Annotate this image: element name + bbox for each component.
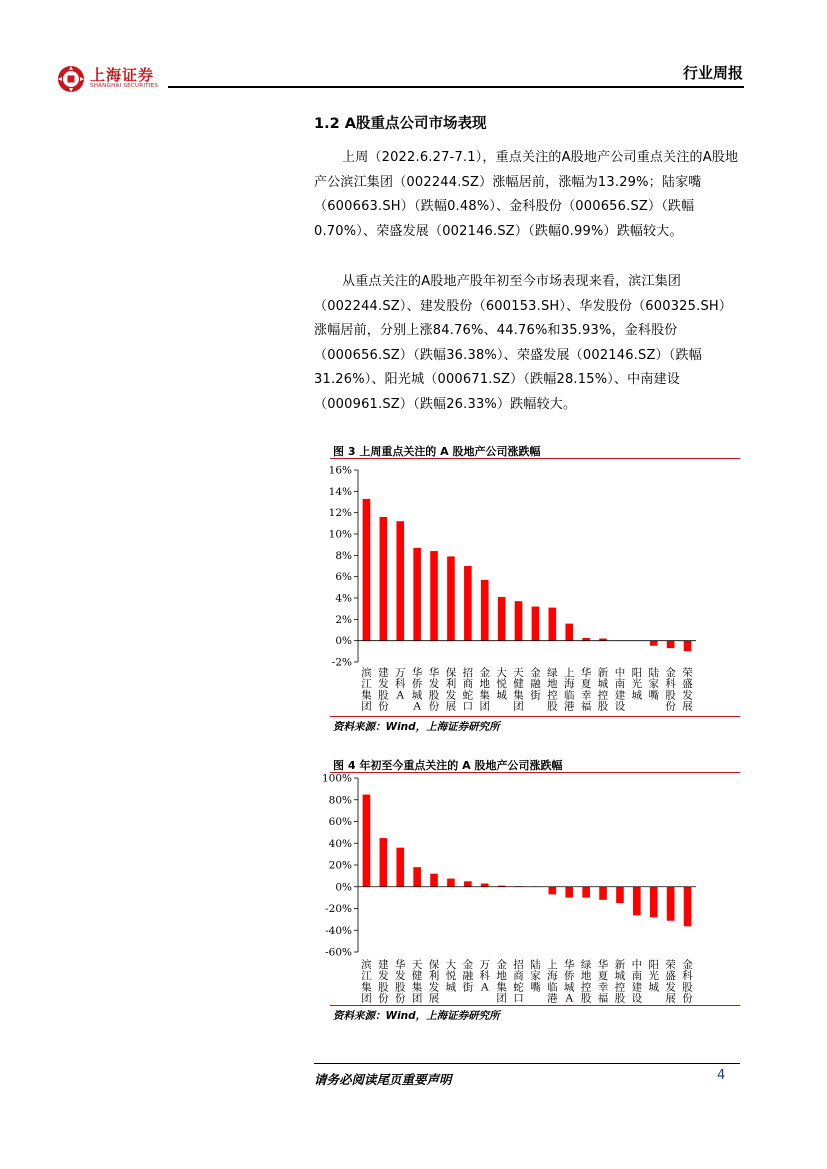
bar-华侨城A [565, 887, 573, 898]
category-label: 荣盛发展 [665, 959, 676, 1005]
category-label: 新城控股 [597, 667, 609, 713]
y-tick-label: 8% [335, 549, 352, 562]
category-label: 金地集团 [496, 959, 507, 1005]
bar-滨江集团 [363, 499, 371, 641]
category-label: 新城控股 [614, 959, 626, 1005]
category-label: 华夏幸福 [580, 667, 592, 713]
bar-金融街 [464, 881, 472, 886]
y-tick-label: 80% [328, 794, 352, 807]
company-logo [56, 64, 196, 96]
figure-3-title: 图 3 上周重点关注的 A 股地产公司涨跌幅 [333, 445, 541, 458]
category-label: 华夏幸福 [597, 959, 609, 1005]
figure-3-bottom-rule [330, 716, 740, 717]
category-label: 建发股份 [378, 959, 389, 1005]
bar-华侨城A [413, 548, 421, 641]
bar-万科A [396, 521, 404, 640]
category-label: 绿地控股 [580, 959, 592, 1005]
y-tick-label: 60% [328, 816, 352, 828]
category-label: 华发股份 [395, 959, 406, 1005]
y-tick-label: -60% [325, 946, 352, 959]
y-tick-label: 10% [328, 528, 352, 541]
category-label: 金地集团 [479, 667, 490, 713]
bar-华发股份 [396, 848, 404, 887]
figure-4-title: 图 4 年初至今重点关注的 A 股地产公司涨跌幅 [333, 759, 563, 772]
category-label: 上海临港 [547, 959, 558, 1005]
bar-建发股份 [380, 517, 388, 641]
y-tick-label: 14% [328, 485, 352, 498]
category-label: 大悦城 [445, 959, 457, 994]
bar-建发股份 [380, 838, 388, 887]
figure-4-source: 资料来源：Wind，上海证券研究所 [333, 1010, 500, 1022]
category-label: 招商蛇口 [513, 959, 524, 1005]
y-tick-label: -2% [331, 656, 352, 669]
bar-上海临港 [565, 624, 573, 641]
category-label: 荣盛发展 [682, 667, 693, 713]
bar-绿地控股 [582, 887, 590, 898]
category-label: 大悦城 [496, 667, 507, 702]
bar-金地集团 [481, 580, 489, 641]
y-tick-label: 20% [328, 859, 352, 872]
category-label: 万科 A [395, 667, 406, 702]
header-divider [168, 86, 744, 88]
y-tick-label: 0% [335, 635, 352, 648]
category-label: 中南建设 [631, 959, 643, 1005]
bar-上海临港 [549, 887, 557, 895]
category-label: 阳光城 [648, 959, 659, 994]
bar-保利发展 [447, 556, 455, 640]
bar-保利发展 [430, 874, 438, 887]
category-label: 中南建设 [614, 667, 626, 713]
y-tick-label: 40% [328, 837, 352, 850]
figure-3-top-rule [330, 458, 740, 459]
bar-招商蛇口 [464, 566, 472, 641]
bar-荣盛发展 [684, 641, 692, 652]
bar-金科股份 [684, 887, 692, 927]
bar-华夏幸福 [582, 638, 590, 641]
category-label: 金融街 [462, 959, 474, 994]
bar-天健集团 [515, 601, 523, 640]
category-label: 保利发展 [445, 667, 457, 713]
bar-金科股份 [667, 641, 675, 648]
category-label: 建发股份 [378, 667, 389, 713]
logo-chinese-name: 上海证券 [90, 66, 155, 84]
paragraph-ytd: 从重点关注的A股地产股年初至今市场表现来看，滨江集团（002244.SZ）、建发股份（600153.SH）、华发股份（600325.SH）涨幅居前，分别上涨84.76%、44.76%和35.93%，金科股份（000656.SZ）（跌幅36.38%）、荣盛发展（002146.SZ）（跌幅31.26%）、阳光城（000671.SZ）（跌幅28.15%）、中南建设（000961.SZ）（跌幅26.33%）跌幅较大。 [314, 274, 733, 412]
y-tick-label: 12% [328, 507, 352, 520]
bar-华发股份 [430, 551, 438, 641]
y-tick-label: 6% [335, 571, 352, 584]
bar-大悦城 [447, 879, 455, 887]
category-label: 天健集团 [513, 667, 524, 713]
y-tick-label: 0% [335, 881, 352, 894]
category-label: 华侨城 A [564, 959, 575, 1005]
bar-天健集团 [413, 867, 421, 887]
y-tick-label: 100% [321, 772, 352, 785]
bar-荣盛发展 [667, 887, 675, 921]
bar-绿地控股 [549, 608, 557, 641]
category-label: 保利发展 [428, 959, 440, 1005]
bar-金融街 [532, 607, 540, 641]
report-type: 行业周报 [682, 64, 743, 82]
figure-4-chart [321, 772, 740, 1005]
paragraph-weekly: 上周（2022.6.27-7.1），重点关注的A股地产公司重点关注的A股地产公滨江集团（002244.SZ）涨幅居前，涨幅为13.29%；陆家嘴（600663.SH）（跌幅0.48%）、金科股份（000656.SZ）（跌幅0.70%）、荣盛发展（002146.SZ）（跌幅0.99%）跌幅较大。 [314, 150, 739, 239]
bar-滨江集团 [363, 795, 371, 887]
bar-中南建设 [633, 887, 641, 916]
category-label: 天健集团 [411, 959, 423, 1005]
y-tick-label: 16% [328, 464, 352, 477]
bar-阳光城 [650, 887, 658, 918]
page-number: 4 [717, 1068, 726, 1083]
bar-新城控股 [616, 887, 624, 903]
section-title: 1.2 A股重点公司市场表现 [314, 116, 487, 132]
figure-3-source: 资料来源：Wind，上海证券研究所 [333, 721, 500, 733]
category-label: 滨江集团 [361, 667, 372, 713]
category-label: 陆家嘴 [648, 667, 659, 702]
category-label: 万科 A [479, 959, 490, 994]
figure-3-chart [326, 460, 740, 715]
category-label: 招商蛇口 [462, 667, 474, 713]
category-label: 金科股份 [665, 667, 676, 713]
category-label: 金融街 [530, 667, 541, 702]
y-tick-label: 4% [335, 592, 352, 605]
category-label: 陆家嘴 [530, 959, 541, 994]
category-label: 金科股份 [682, 959, 693, 1005]
footer-disclaimer: 请务必阅读尾页重要声明 [314, 1072, 452, 1087]
category-label: 华侨城 A [411, 667, 423, 713]
category-label: 绿地控股 [547, 667, 558, 713]
logo-emblem-icon [56, 64, 86, 94]
bar-陆家嘴 [650, 641, 658, 646]
y-tick-label: -20% [325, 903, 352, 915]
figure-4-bottom-rule [330, 1005, 740, 1006]
category-label: 滨江集团 [361, 959, 372, 1005]
category-label: 阳光城 [631, 667, 643, 702]
bar-大悦城 [498, 597, 506, 641]
bar-万科A [481, 883, 489, 886]
category-label: 上海临港 [564, 667, 575, 713]
y-tick-label: -40% [325, 924, 352, 937]
footer-divider [314, 1063, 740, 1064]
y-tick-label: 2% [335, 613, 352, 626]
logo-english-name: SHANGHAI SECURITIES [90, 83, 159, 89]
category-label: 华发股份 [428, 667, 440, 713]
bar-华夏幸福 [599, 887, 607, 900]
